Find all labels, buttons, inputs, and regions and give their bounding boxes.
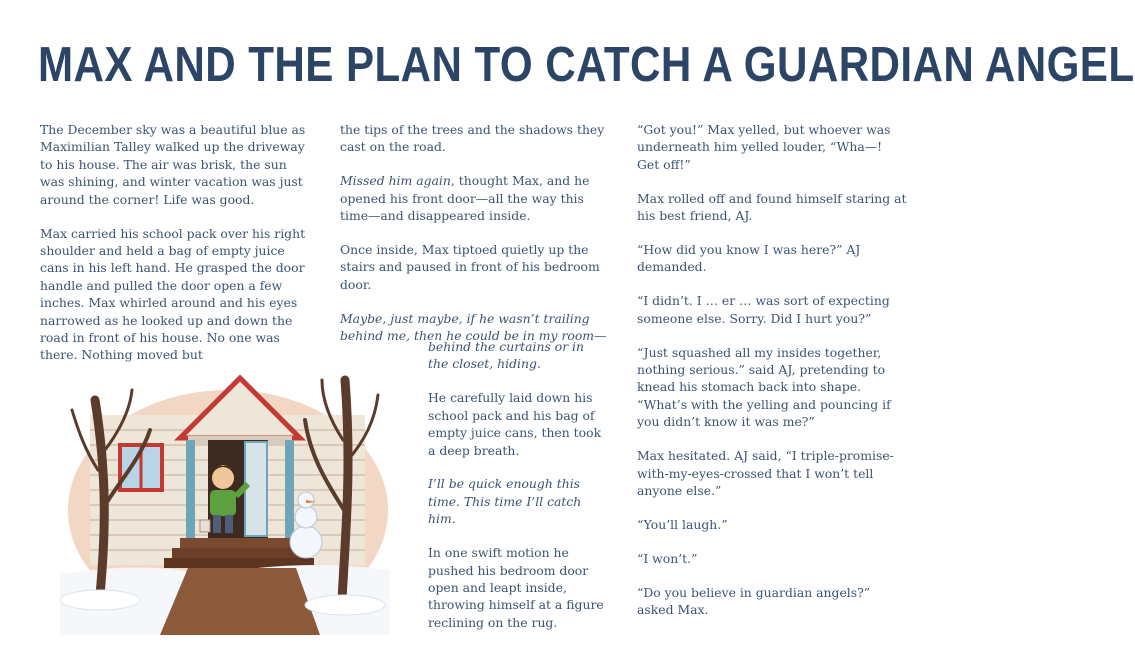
column-3	[637, 121, 907, 635]
paragraph: Max hesitated. AJ said, “I triple-promise-with-my-eyes-crossed that I won’t tell anyone else.”	[637, 448, 894, 498]
italic-thought-continued: behind the curtains or in the closet, hiding.	[428, 339, 585, 372]
paragraph: Max rolled off and found himself staring at his best friend, AJ.	[637, 190, 907, 224]
column-1	[40, 121, 312, 380]
paragraph: Max carried his school pack over his right shoulder and held a bag of empty juice cans in his left hand. He grasped the door handle and pulled the door open a few inches. Max whirled around and his eyes narrowed as he looked up and down the road in front of his house. No one was there. Nothing moved but	[40, 225, 306, 363]
paragraph: “Do you believe in guardian angels?” asked Max.	[637, 584, 871, 618]
boy-sweater	[210, 490, 236, 516]
step	[172, 548, 306, 558]
column-2-indented	[428, 338, 608, 648]
paragraph: “Got you!” Max yelled, but whoever was underneath him yelled louder, “Wha—! Get off!”	[637, 122, 891, 172]
paragraph	[340, 172, 610, 224]
paragraph: “I didn’t. I … er … was sort of expecting someone else. Sorry. Did I hurt you?”	[637, 293, 890, 326]
italic-thought: Maybe, just maybe, if he wasn’t trailing behind me, then he could be in my room—	[340, 310, 607, 344]
paragraph: “How did you know I was here?” AJ demanded.	[637, 242, 861, 275]
door	[245, 442, 267, 536]
house-illustration	[60, 360, 390, 635]
paragraph: “Just squashed all my insides together, nothing serious.” said AJ, pretending to knead his stomach back into shape. “What’s with the yelling and pouncing if you didn’t know it was me?”	[637, 344, 891, 430]
paragraph: “I won’t.”	[637, 550, 698, 566]
paragraph: the tips of the trees and the shadows they cast on the road.	[340, 122, 605, 155]
page-title: MAX AND THE PLAN TO CATCH A GUARDIAN ANGEL	[38, 38, 1135, 92]
porch-pillar	[285, 440, 294, 540]
porch-pillar	[186, 440, 195, 540]
paragraph-text: , thought Max, and he opened his front door—all the way this time—and disappeared inside.	[340, 173, 590, 224]
italic-phrase: Missed him again	[340, 173, 451, 189]
step	[180, 538, 298, 548]
paragraph: He carefully laid down his school pack and his bag of empty juice cans, then took a deep breath.	[428, 390, 602, 458]
snowman	[290, 526, 322, 558]
walkway	[160, 568, 320, 635]
paragraph: “You’ll laugh.”	[637, 516, 728, 532]
paragraph: In one swift motion he pushed his bedroom door open and leapt inside, throwing himself at a figure reclining on the rug.	[428, 545, 604, 630]
boy-head	[212, 467, 234, 489]
column-2	[340, 121, 610, 345]
italic-thought: I’ll be quick enough this time. This time I’ll catch him.	[428, 476, 582, 527]
paragraph: Once inside, Max tiptoed quietly up the stairs and paused in front of his bedroom door.	[340, 242, 600, 292]
paragraph: The December sky was a beautiful blue as Maximilian Talley walked up the driveway to his house. The air was brisk, the sun was shining, and winter vacation was just around the corner! Life was good.	[40, 122, 306, 207]
